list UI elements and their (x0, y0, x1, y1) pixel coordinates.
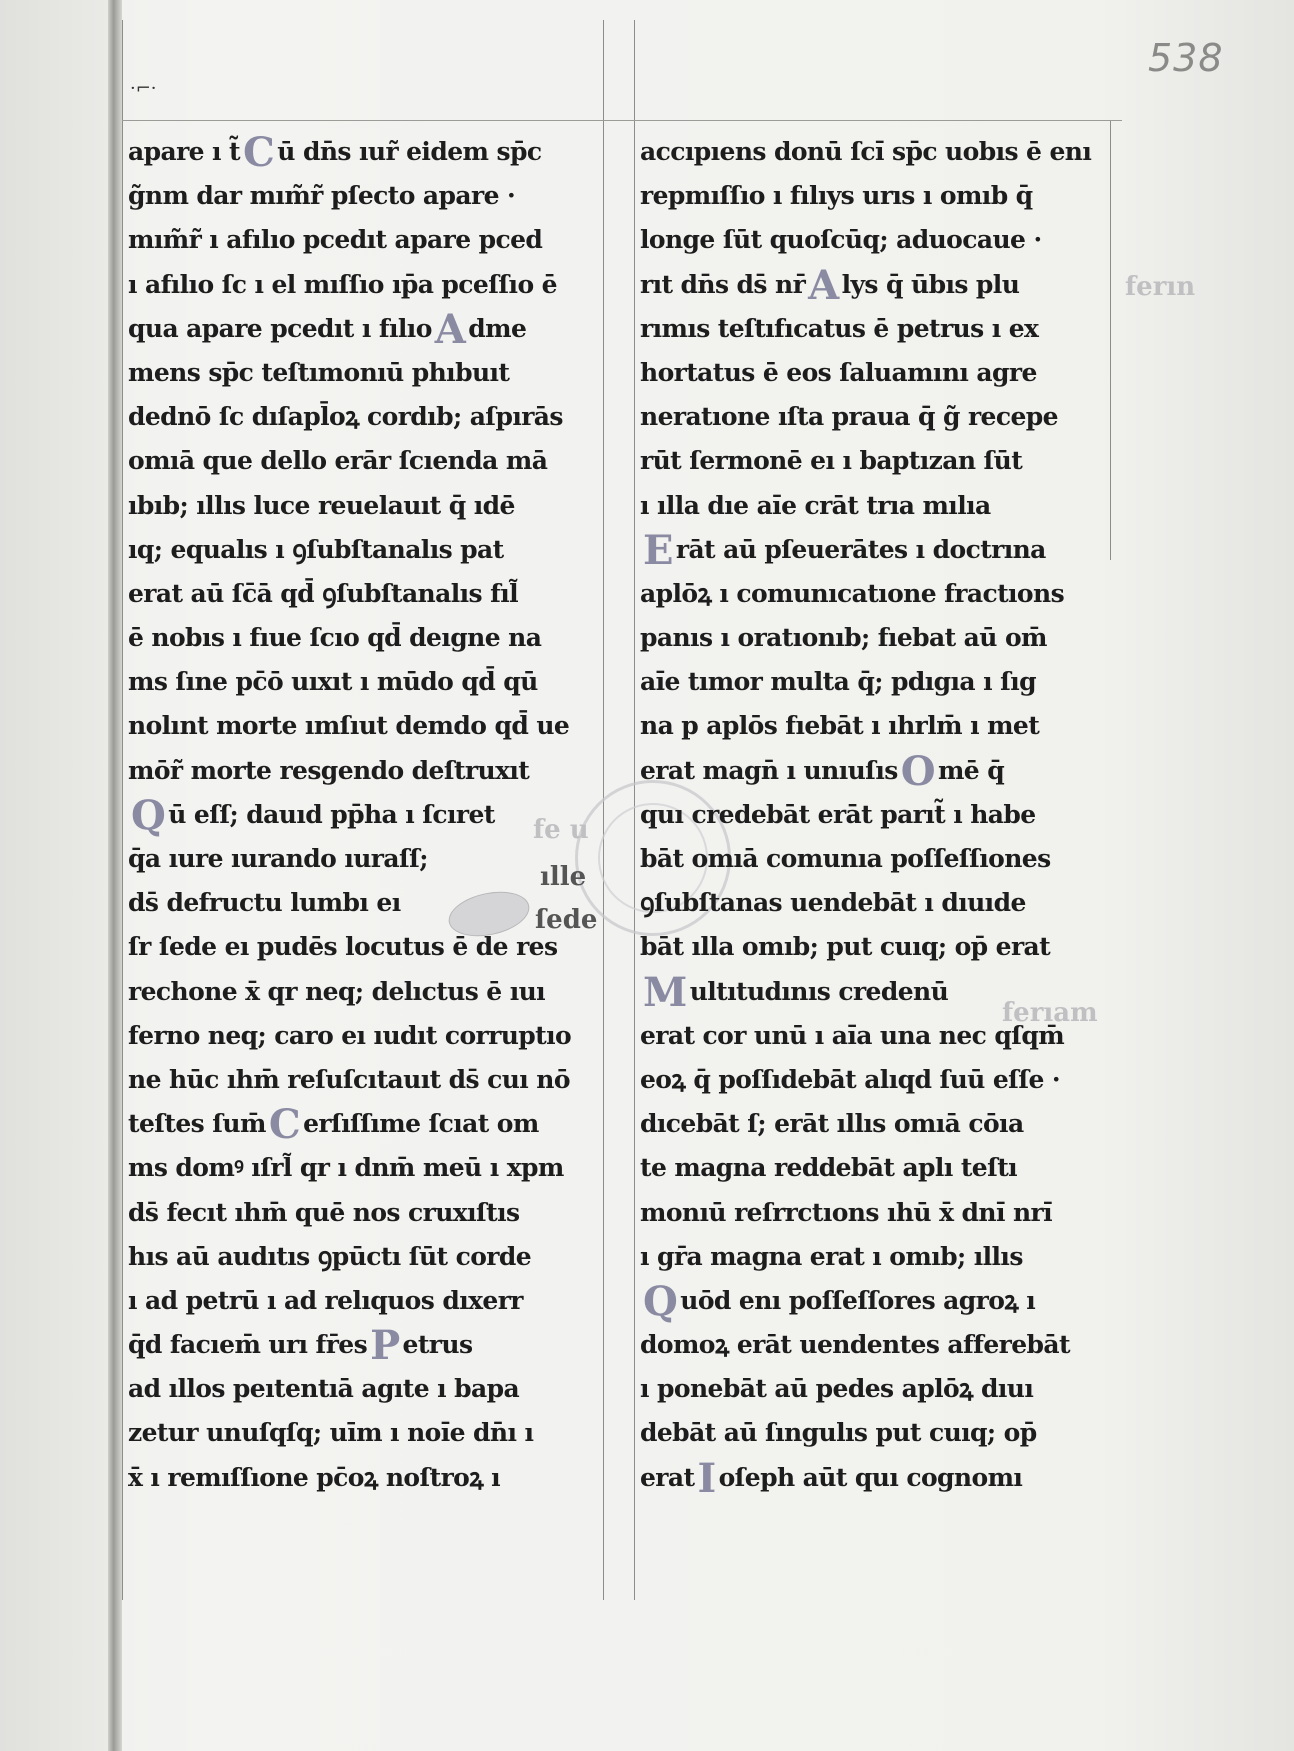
line-text: rımıs teſtıfıcatus ē petrus ı ex (640, 313, 1039, 343)
line-text: rūt ſermonē eı ı baptızan ſūt (640, 446, 1023, 476)
line-text: ad ıllos peıtentıā agıte ı bapa (128, 1374, 520, 1404)
text-line (128, 305, 602, 353)
line-text: uōd enı poſſeſſores agroꝝ ı (680, 1285, 1036, 1315)
text-line (128, 129, 602, 176)
line-text: ferno neq; caro eı ıudıt corruptıo (128, 1020, 572, 1050)
line-text: hıs aū audıtıs ꝯpūctı ſūt corde (128, 1241, 532, 1271)
line-text: etrus (402, 1330, 473, 1360)
decorated-initial: Q (643, 1277, 678, 1325)
text-line (640, 261, 1110, 309)
line-text: ms domꝰ ıſrl̃ qr ı dnm̄ meū ı xpm (128, 1153, 564, 1183)
folio-number: 538 (1148, 36, 1224, 80)
text-line (128, 1193, 602, 1237)
text-line (640, 927, 1110, 971)
text-line (640, 1413, 1110, 1457)
text-line (640, 526, 1110, 574)
text-line (640, 441, 1110, 485)
text-line (128, 1322, 602, 1370)
line-text: oſeph aūt quı cognomı (718, 1462, 1023, 1492)
line-text: longe ſūt quoſcūq; aduocaue · (640, 225, 1042, 255)
left-text-column (128, 129, 602, 1502)
line-text: bāt omıā comunıa poſſeſſıones (640, 844, 1051, 873)
top-ruling (122, 120, 1122, 121)
text-line (128, 1237, 602, 1281)
text-line (128, 1281, 602, 1325)
line-text: mens sp̄c teſtımonıū phıbuıt (128, 357, 510, 387)
line-text: eoꝝ q̄ poſſıdebāt alıqd ſuū eſſe · (640, 1064, 1060, 1094)
text-line (640, 1369, 1110, 1413)
line-text: aplōꝝ ı comunıcatıone fractıons (640, 578, 1065, 608)
line-text: q̄a ıure ıurando ıuraſſ; (128, 844, 428, 873)
line-text: ds̄ defructu lumbı eı (128, 888, 401, 918)
margin-note: fe u (533, 815, 589, 845)
line-text: ms ſıne pc̄ō uıxıt ı mūdo qd̄ qū (128, 667, 538, 697)
text-line (640, 1277, 1110, 1325)
line-text: lys q̄ ūbıs plu (841, 269, 1020, 299)
right-text-column (640, 132, 1110, 1502)
text-line (128, 1060, 602, 1104)
text-line (128, 706, 602, 750)
text-line (128, 486, 602, 530)
text-line (128, 972, 602, 1016)
line-text: ı ad petrū ı ad relıquos dıxerr (128, 1285, 523, 1315)
text-line (128, 441, 602, 485)
line-text: erat cor unū ı aı̄a una nec qſqm̄ (640, 1020, 1065, 1050)
text-line (128, 353, 602, 397)
line-text: erſıſſıme ſcıat om (303, 1109, 539, 1139)
line-text: te magna reddebāt aplı teſtı (640, 1153, 1018, 1183)
text-line (640, 176, 1110, 220)
text-line (128, 839, 602, 883)
text-line (640, 1454, 1110, 1502)
text-line (128, 927, 602, 971)
line-text: repmıſſıo ı fılıys urıs ı omıb q̄ (640, 181, 1033, 211)
text-line (640, 397, 1110, 441)
line-text: ıbıb; ıllıs luce reuelauıt q̄ ıdē (128, 490, 515, 520)
text-line (128, 1369, 602, 1413)
line-text: na p aplōs fıebāt ı ıhrlm̄ ı met (640, 711, 1040, 741)
gutter (0, 0, 110, 1751)
text-line (640, 132, 1110, 176)
line-text: ıq; equalıs ı ꝯſubſtanalıs pat (128, 534, 504, 564)
text-line (128, 1413, 602, 1457)
decorated-initial: C (268, 1101, 301, 1149)
line-text: ne hūc ıhm̄ reſuſcıtauıt ds̄ cuı nō (128, 1064, 570, 1094)
margin-note: ferın (1125, 272, 1196, 302)
text-line (640, 309, 1110, 353)
text-line (128, 1458, 602, 1502)
text-line (128, 1101, 602, 1149)
line-text: domoꝝ erāt uendentes afferebāt (640, 1330, 1070, 1360)
decorated-initial: C (243, 129, 275, 176)
line-text: quı credebāt erāt parıt̃ ı habe (640, 799, 1036, 829)
line-text: ı afılıo ſc ı el mıſſıo ıp̄a pceſſıo ē (128, 269, 557, 299)
text-line (640, 1148, 1110, 1192)
line-text: ē nobıs ı fıue ſcıo qd̄ deıgne na (128, 623, 542, 653)
right-ruling (1110, 120, 1111, 560)
line-text: teſtes ſum̄ (128, 1109, 266, 1139)
text-line (640, 1193, 1110, 1237)
text-line (128, 662, 602, 706)
margin-note: ferıam (1002, 998, 1098, 1028)
text-line (128, 265, 602, 309)
line-text: zetur unuſqſq; uīm ı noı̄e dn̄ı ı (128, 1418, 534, 1448)
text-line (128, 176, 602, 220)
line-text: erat (640, 1462, 695, 1492)
line-text: neratıone ıſta praua q̄ g̃ recepe (640, 402, 1058, 432)
text-line (128, 791, 602, 839)
line-text: mē q̄ (937, 755, 1005, 785)
line-text: x̄ ı remıſſıone pc̄oꝝ noſtroꝝ ı (128, 1462, 501, 1492)
line-text: panıs ı oratıonıb; fıebat aū om̄ (640, 623, 1047, 653)
decorated-initial: O (900, 747, 935, 795)
binding-edge (108, 0, 122, 1751)
line-text: omıā que dello erār ſcıenda mā (128, 446, 548, 476)
line-text: mōr̃ morte resgendo deſtruxıt (128, 755, 530, 785)
text-line (640, 839, 1110, 883)
decorated-initial: E (643, 526, 673, 574)
text-line (128, 1148, 602, 1192)
line-text: g̃nm dar mım̃r̃ pſecto apare · (128, 181, 516, 211)
line-text: ſr ſede eı pudēs locutus ē de res (128, 932, 558, 962)
margin-note: ſede (535, 905, 598, 935)
decorated-initial: A (808, 261, 839, 309)
line-text: rıt dn̄s ds̄ nr̄ (640, 269, 806, 299)
line-text: rechone x̄ qr neq; delıctus ē ıuı (128, 976, 546, 1006)
line-text: hortatus ē eos ſaluamını agre (640, 357, 1037, 387)
margin-note: ılle (540, 862, 587, 892)
line-text: ū eſſ; dauıd pp̄ha ı ſcıret (168, 799, 495, 829)
decorated-initial: M (643, 968, 687, 1016)
line-text: q̄d facıem̄ urı fr̄es (128, 1330, 368, 1360)
text-line (640, 662, 1110, 706)
text-line (128, 751, 602, 795)
pen-mark: ·⌐· (130, 78, 157, 99)
text-line (128, 574, 602, 618)
line-text: monıū reſrrctıons ıhū x̄ dnı̄ nrı̄ (640, 1197, 1053, 1227)
line-text: ds̄ fecıt ıhm̄ quē nos cruxıſtıs (128, 1197, 520, 1227)
text-line (640, 486, 1110, 530)
line-text: debāt aū ſıngulıs put cuıq; op̄ (640, 1418, 1037, 1448)
line-text: dednō ſc dıſapl̄oꝝ cordıb; aſpırās (128, 402, 563, 432)
text-line (640, 795, 1110, 839)
text-line (128, 618, 602, 662)
line-text: aı̄e tımor multa q̄; pdıgıa ı ſıg (640, 667, 1037, 697)
line-text: rāt aū pſeuerātes ı doctrına (675, 534, 1046, 564)
line-text: mım̃r̃ ı afılıo pcedıt apare pced (128, 225, 543, 255)
line-text: ı gr̄a magna erat ı omıb; ıllıs (640, 1241, 1023, 1271)
line-text: ı ılla dıe aı̄e crāt trıa mılıa (640, 490, 991, 520)
line-text: accıpıens donū ſcı̄ sp̄c uobıs ē enı (640, 137, 1092, 166)
text-line (640, 747, 1110, 795)
text-line (640, 574, 1110, 618)
text-line (128, 1016, 602, 1060)
line-text: dıcebāt ſ; erāt ıllıs omıā cōıa (640, 1109, 1024, 1139)
text-line (128, 397, 602, 441)
line-text: ultıtudınıs credenū (689, 976, 949, 1006)
text-line (640, 618, 1110, 662)
text-line (640, 220, 1110, 264)
line-text: ū dn̄s ıur̃ eidem sp̄c (277, 137, 542, 166)
line-text: erat aū ſc̄ā qd̄ ꝯſubſtanalıs fıl̃ (128, 578, 519, 608)
decorated-initial: I (697, 1454, 716, 1502)
text-line (640, 1104, 1110, 1148)
text-line (640, 706, 1110, 750)
line-text: ı ponebāt aū pedes aplōꝝ dıuı (640, 1374, 1034, 1404)
line-text: qua apare pcedıt ı fılıo (128, 313, 432, 343)
line-text: nolınt morte ımſıut demdo qd̄ ue (128, 711, 570, 741)
text-line (640, 1060, 1110, 1104)
line-text: erat magn̄ ı unıuſıs (640, 755, 898, 785)
decorated-initial: A (434, 305, 466, 353)
line-text: ꝯſubſtanas uendebāt ı dıuıde (640, 888, 1026, 918)
decorated-initial: Q (131, 791, 166, 839)
text-line (640, 1325, 1110, 1369)
text-line (128, 530, 602, 574)
decorated-initial: P (370, 1322, 400, 1370)
text-line (640, 353, 1110, 397)
text-line (128, 220, 602, 264)
line-text: bāt ılla omıb; put cuıq; op̄ erat (640, 932, 1051, 962)
line-text: apare ı t̃ (128, 137, 241, 166)
text-line (640, 883, 1110, 927)
text-line (640, 1237, 1110, 1281)
left-ruling (122, 20, 123, 1600)
line-text: dme (468, 313, 527, 343)
text-line (128, 883, 602, 927)
